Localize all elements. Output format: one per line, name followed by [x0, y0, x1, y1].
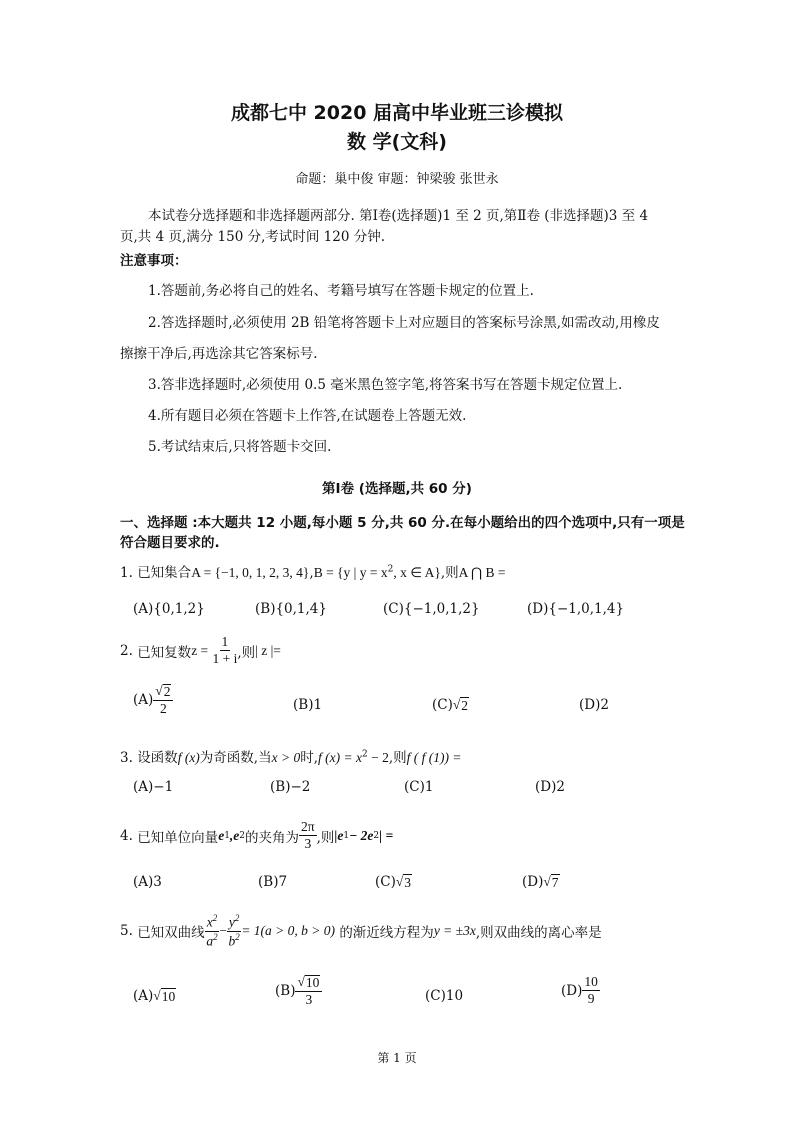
q2-option-c: (C) √ 2	[432, 697, 469, 713]
q3-option-b: (B)−2	[270, 779, 311, 795]
page-footer: 第 1 页	[377, 1051, 417, 1065]
question-2	[120, 635, 281, 666]
q5-frac-y	[227, 914, 242, 948]
q4-option-a: (A)3	[133, 874, 162, 890]
q3-def-post: − 2	[367, 750, 389, 765]
q3-option-a: (A)−1	[133, 779, 174, 795]
q4-opt-c-label: (C)	[375, 874, 396, 890]
q2-opt-a-frac	[153, 684, 173, 716]
q4-option-d: (D) √ 7	[522, 874, 559, 890]
q3-option-c: (C)1	[404, 779, 434, 795]
q2-option-d: (D)2	[579, 697, 609, 713]
q5-x: x	[206, 914, 213, 930]
q5-opt-d-label: (D)	[561, 982, 583, 999]
q1-option-a: (A){0,1,2}	[133, 601, 205, 617]
q2-opt-a-rad: 2	[163, 684, 171, 699]
question-5	[120, 914, 602, 948]
q1-sup: 2	[387, 564, 394, 575]
q2-opt-a-num: √ 2	[153, 684, 173, 701]
q3-sup: 2	[361, 749, 368, 760]
q4-text1: 已知单位向量	[137, 829, 219, 846]
q4-text3: ,则	[316, 829, 335, 846]
q5-option-b	[275, 975, 322, 1007]
q1-option-b: (B){0,1,4}	[255, 601, 327, 617]
q5-b-sup: 2	[235, 931, 240, 942]
notice-5: 5.考试结束后,只将答题卡交回.	[148, 439, 332, 455]
q5-option-a: (A) √ 10	[133, 988, 176, 1004]
notice-3: 3.答非选择题时,必须使用 0.5 毫米黑色签字笔,将答案书写在答题卡规定位置上.	[148, 377, 623, 393]
q5-opt-d-num: 10	[582, 975, 600, 991]
q2-opt-c-rad: 2	[461, 698, 469, 713]
q2-frac-den: 1 + i	[212, 651, 238, 667]
q5-option-c: (C)10	[425, 988, 464, 1004]
section-heading-1: 一、选择题 :本大题共 12 小题,每小题 5 分,共 60 分.在每小题给出的四个选项中,只有一项是	[120, 515, 685, 531]
q1-sep: ,	[309, 565, 314, 581]
q4-expr-sub2: 2	[373, 830, 380, 841]
section-heading-2: 符合题目要求的.	[120, 535, 220, 551]
q1-expr: A ⋂ B =	[458, 565, 506, 580]
q5-opt-a-label: (A)	[133, 988, 154, 1004]
q4-opt-d-label: (D)	[522, 874, 544, 890]
q1-text1: 已知集合	[137, 565, 192, 581]
question-4	[120, 820, 393, 851]
q1-option-c: (C){−1,0,1,2}	[383, 601, 480, 617]
q2-zeq: z =	[191, 642, 209, 658]
question-3	[120, 746, 461, 766]
intro-line-1: 本试卷分选择题和非选择题两部分. 第Ⅰ卷(选择题)1 至 2 页,第Ⅱ卷 (非选择题)3 至 4	[148, 208, 649, 224]
q4-sub2: 2	[239, 830, 246, 841]
q4-option-c: (C) √ 3	[375, 874, 412, 890]
q2-opt-c-label: (C)	[432, 697, 453, 713]
q3-fx: f (x)	[177, 750, 200, 765]
notice-4: 4.所有题目必须在答题卡上作答,在试题卷上答题无效.	[148, 408, 467, 424]
q5-asym: y = ±3x	[433, 923, 476, 939]
q4-text2: 的夹角为	[245, 829, 300, 846]
q4-opt-d-rad: 7	[551, 875, 559, 890]
q4-comma: ,	[229, 827, 234, 843]
q5-frac-x	[205, 914, 220, 948]
q2-fraction	[212, 635, 237, 666]
q4-opt-c-rad: 3	[404, 875, 412, 890]
q4-frac-num: 2π	[299, 820, 317, 836]
q4-vec-e2: e	[233, 827, 240, 843]
q3-text3: 时,	[300, 750, 318, 766]
q5-opt-b-label: (B)	[275, 983, 296, 1000]
q5-opt-d-den: 9	[587, 991, 595, 1007]
q4-expr-mid: − 2e	[349, 827, 374, 843]
q5-opt-b-frac: √ 10 3	[295, 975, 322, 1007]
authors-line: 命题：巢中俊 审题：钟梁骏 张世永	[295, 172, 499, 187]
notice-1: 1.答题前,务必将自己的姓名、考籍号填写在答题卡规定的位置上.	[148, 283, 534, 299]
q3-cond: x > 0	[271, 750, 301, 765]
q3-text1: 设函数	[137, 750, 178, 766]
notice-2b: 擦擦干净后,再选涂其它答案标号.	[120, 346, 318, 362]
q2-text2: ,则	[237, 644, 256, 661]
intro-line-2: 页,共 4 页,满分 150 分,考试时间 120 分钟.	[120, 229, 386, 245]
question-1	[120, 561, 505, 581]
q1-text2: ,则	[440, 565, 459, 581]
q5-opt-a-rad: 10	[161, 989, 176, 1004]
notice-2a: 2.答选择题时,必须使用 2B 铅笔将答题卡上对应题目的答案标号涂黑,如需改动,用橡皮	[148, 315, 660, 331]
q5-option-d	[561, 975, 600, 1006]
q4-vec-e1: e	[218, 827, 225, 843]
q5-text1: 已知双曲线	[137, 925, 205, 942]
q5-y: y	[228, 914, 235, 930]
q3-option-d: (D)2	[535, 779, 565, 795]
q1-number: 1.	[120, 565, 133, 581]
q4-fraction	[299, 820, 317, 851]
q5-x-sup: 2	[212, 913, 218, 923]
exam-title: 成都七中 2020 届高中毕业班三诊模拟	[230, 102, 564, 124]
q3-number: 3.	[120, 750, 133, 766]
q5-text3: ,则双曲线的离心率是	[475, 925, 602, 942]
part-heading: 第Ⅰ卷 (选择题,共 60 分)	[322, 481, 472, 497]
q3-text4: ,则	[388, 750, 407, 766]
q2-abs: | z |=	[255, 642, 281, 658]
q5-a-sup: 2	[213, 931, 218, 942]
q2-option-b: (B)1	[293, 697, 323, 713]
q3-ask: f ( f (1)) =	[406, 750, 462, 765]
q5-a: a	[206, 933, 214, 949]
q1-set-b-pre: B = {y | y = x	[313, 565, 388, 580]
q4-sub1: 1	[224, 830, 230, 841]
q4-frac-den: 3	[304, 836, 312, 852]
q1-set-a: A = {−1, 0, 1, 2, 3, 4}	[191, 565, 310, 580]
q5-text2: 的渐近线方程为	[339, 925, 434, 942]
q4-expr-sub1: 1	[343, 830, 350, 841]
notice-heading: 注意事项：	[120, 253, 188, 269]
q1-option-d: (D){−1,0,1,4}	[527, 601, 625, 617]
q5-y-sup: 2	[234, 913, 240, 923]
q1-set-b-post: , x ∈ A}	[393, 565, 441, 580]
q2-number: 2.	[120, 642, 133, 659]
q5-opt-d-frac	[582, 975, 600, 1006]
q5-opt-b-rad: 10	[305, 975, 320, 990]
q2-frac-num: 1	[220, 635, 231, 651]
q4-expr-pre: |e	[334, 827, 344, 843]
q5-minus: −	[219, 923, 227, 939]
q2-text1: 已知复数	[137, 644, 192, 661]
q2-opt-a-den: 2	[160, 701, 167, 717]
q3-def-pre: f (x) = x	[318, 750, 362, 765]
q5-eq: = 1(a > 0, b > 0)	[241, 923, 336, 939]
q4-option-b: (B)7	[258, 874, 288, 890]
exam-subtitle: 数 学(文科)	[347, 131, 447, 153]
q3-text2: 为奇函数,当	[199, 750, 272, 766]
q5-number: 5.	[120, 923, 133, 940]
q5-opt-b-den: 3	[305, 992, 313, 1008]
q2-option-a	[133, 684, 173, 716]
q5-b: b	[228, 933, 236, 949]
q4-expr-post: | =	[379, 827, 394, 843]
q4-number: 4.	[120, 827, 133, 844]
q2-opt-a-label: (A)	[133, 692, 154, 709]
